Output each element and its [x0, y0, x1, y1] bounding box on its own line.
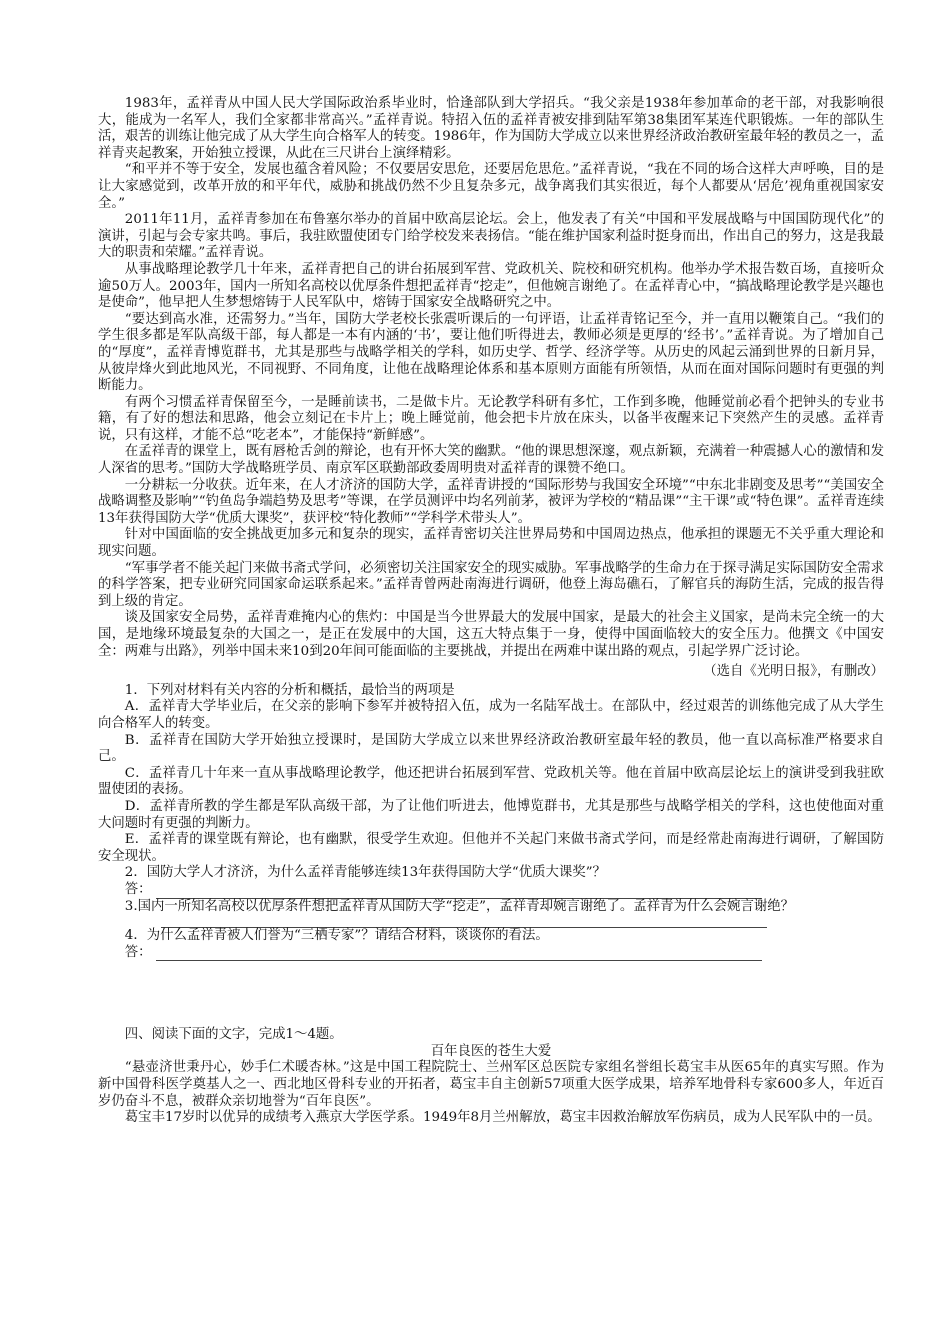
- question-4: 4．为什么孟祥青被人们誉为“三栖专家”？请结合材料，谈谈你的看法。: [124, 928, 549, 944]
- article-paragraph: “和平并不等于安全，发展也蕴含着风险；不仅要居安思危，还要居危思危。”孟祥青说，“我在不同的场合这样大声呼唤，目的是让大家感觉到，改革开放的和平年代，威胁和挑战仍然不少且复杂多元，战争离我们其实很近，每个人都要从‘居危’视角重视国家安全。”: [98, 162, 884, 211]
- answer-rule: [156, 949, 762, 961]
- article-paragraph: “要达到高水准，还需努力。”当年，国防大学老校长张震听课后的一句评语，让孟祥青铭记至今，并一直用以鞭策自己。“我们的学生很多都是军队高级干部，每人都是一本有内涵的‘书’，要让他们听得进去，教师必须是更厚的‘经书’。”孟祥青说。为了增加自己的“厚度”，孟祥青博览群书，尤其是那些与战略学相关的学科，如历史学、哲学、经济学等。从历史的风起云涌到世界的日新月异，从彼岸烽火到此地风光，不同视野、不同角度，让他在战略理论体系和基本原则方面能有所领悟，从而在面对国际问题时有更强的判断能力。: [98, 311, 884, 394]
- document-page: [98, 96, 884, 1127]
- article-paragraph: 葛宝丰17岁时以优异的成绩考入燕京大学医学系。1949年8月兰州解放，葛宝丰因救治解放军伤病员，成为人民军队中的一员。: [124, 1110, 881, 1126]
- answer-label: 答：: [124, 944, 152, 960]
- article-paragraph: 有两个习惯孟祥青保留至今，一是睡前读书，二是做卡片。无论教学科研有多忙，工作到多晚，他睡觉前必看个把钟头的专业书籍，有了好的想法和思路，他会立刻记在卡片上；晚上睡觉前，他会把卡片放在床头，以备半夜醒来记下突然产生的灵感。孟祥青说，只有这样，才能不总“吃老本”，才能保持“新鲜感”。: [98, 394, 884, 443]
- question-3: 3.国内一所知名高校以优厚条件想把孟祥青从国防大学“挖走”，孟祥青却婉言谢绝了。孟祥青为什么会婉言谢绝？: [124, 898, 795, 914]
- option-a: A．孟祥青大学毕业后，在父亲的影响下参军并被特招入伍，成为一名陆军战士。在部队中，经过艰苦的训练他完成了从大学生向合格军人的转变。: [98, 699, 884, 731]
- article-paragraph: “军事学者不能关起门来做书斋式学问，必须密切关注国家安全的现实威胁。军事战略学的生命力在于探寻满足实际国防安全需求的科学答案，把专业研究同国家命运联系起来。”孟祥青曾两赴南海进行调研，他登上海岛礁石，了解官兵的海防生活，完成的报告得到上级的肯定。: [98, 560, 884, 609]
- article-paragraph: 谈及国家安全局势，孟祥青难掩内心的焦灼：中国是当今世界最大的发展中国家，是最大的社会主义国家，是尚未完全统一的大国，是地缘环境最复杂的大国之一，是正在发展中的大国，这五大特点集于一身，使得中国面临较大的安全压力。他撰文《中国安全：两难与出路》，列举中国未来10到20年间可能面临的主要挑战，并提出在两难中谋出路的观点，引起学界广泛讨论。: [98, 610, 884, 659]
- article-paragraph: “悬壶济世秉丹心，妙手仁术暖杏林。”这是中国工程院院士、兰州军区总医院专家组名誉组长葛宝丰从医65年的真实写照。作为新中国骨科医学奠基人之一、西北地区骨科专业的开拓者，葛宝丰自主创新57项重大医学成果，培养军地骨科专家600多人，年近百岁仍奋斗不息，被群众亲切地誉为“百年良医”。: [98, 1060, 884, 1109]
- section-4: [98, 1027, 884, 1127]
- article-paragraph: 2011年11月，孟祥青参加在布鲁塞尔举办的首届中欧高层论坛。会上，他发表了有关“中国和平发展战略与中国国防现代化”的演讲，引起与会专家共鸣。事后，我驻欧盟使团专门给学校发来表扬信。“能在维护国家利益时挺身而出，作出自己的努力，这是我最大的职责和荣耀。”孟祥青说。: [98, 212, 884, 261]
- article-paragraph: 在孟祥青的课堂上，既有唇枪舌剑的辩论，也有开怀大笑的幽默。“他的课思想深邃，观点新颖，充满着一种震撼人心的激情和发人深省的思考。”国防大学战略班学员、南京军区联勤部政委周明贵对孟祥青的课赞不绝口。: [98, 444, 884, 477]
- article-title: 百年良医的苍生大爱: [430, 1043, 552, 1059]
- article-paragraph: 一分耕耘一分收获。近年来，在人才济济的国防大学，孟祥青讲授的“国际形势与我国安全环境”“中东北非剧变及思考”“美国安全战略调整及影响”“钓鱼岛争端趋势及思考”等课，在学员测评中均名列前茅，被评为学校的“精品课”“主干课”或“特色课”。孟祥青连续13年获得国防大学“优质大课奖”，获评校“特化教师”“学科学术带头人”。: [98, 477, 884, 526]
- spacer: [98, 961, 884, 1027]
- article-body: [98, 96, 884, 681]
- questions-block: [98, 683, 884, 962]
- article-paragraph: 从事战略理论教学几十年来，孟祥青把自己的讲台拓展到军营、党政机关、院校和研究机构。他举办学术报告数百场，直接听众逾50万人。2003年，国内一所知名高校以优厚条件想把孟祥青“挖走”，但他婉言谢绝了。在孟祥青心中，“搞战略理论教学是兴趣也是使命”，他早把人生梦想熔铸于人民军队中，熔铸于国家安全战略研究之中。: [98, 261, 884, 311]
- question-1: 1．下列对材料有关内容的分析和概括，最恰当的两项是: [124, 682, 455, 698]
- option-b: B．孟祥青在国防大学开始独立授课时，是国防大学成立以来世界经济政治教研室最年轻的教员，他一直以高标准严格要求自己。: [98, 732, 884, 765]
- article-paragraph: 1983年，孟祥青从中国人民大学国际政治系毕业时，恰逢部队到大学招兵。“我父亲是1938年参加革命的老干部，对我影响很大，能成为一名军人，我们全家都非常高兴。”孟祥青说。特招入伍的孟祥青被安排到陆军第38集团军某连代职锻炼。一年的部队生活，艰苦的训练让他完成了从大学生向合格军人的转变。1986年，作为国防大学成立以来世界经济政治教研室最年轻的教员之一，孟祥青夹起教案，开始独立授课，从此在三尺讲台上演绎精彩。: [98, 96, 884, 161]
- answer-line-q2[interactable]: [125, 882, 884, 899]
- option-c: C．孟祥青几十年来一直从事战略理论教学，他还把讲台拓展到军营、党政机关等。他在首届中欧高层论坛上的演讲受到我驻欧盟使团的表扬。: [98, 765, 884, 798]
- article-paragraph: 针对中国面临的安全挑战更加多元和复杂的现实，孟祥青密切关注世界局势和中国周边热点，他承担的课题无不关乎重大理论和现实问题。: [98, 527, 884, 560]
- answer-line-q3[interactable]: [161, 915, 767, 928]
- answer-label: 答：: [124, 881, 152, 897]
- question-2: 2．国防大学人才济济，为什么孟祥青能够连续13年获得国防大学“优质大课奖”？: [124, 865, 606, 881]
- option-e: E．孟祥青的课堂既有辩论，也有幽默，很受学生欢迎。但他并不关起门来做书斋式学问，而是经常赴南海进行调研，了解国防安全现状。: [98, 832, 884, 864]
- option-d: D．孟祥青所教的学生都是军队高级干部，为了让他们听进去，他博览群书，尤其是那些与战略学相关的学科，这也使他面对重大问题时有更强的判断力。: [98, 798, 884, 831]
- answer-rule: [156, 887, 762, 899]
- article-source: （选自《光明日报》，有删改）: [703, 664, 884, 680]
- section-heading: 四、阅读下面的文字，完成1～4题。: [124, 1027, 343, 1043]
- answer-line-q4[interactable]: [125, 945, 884, 962]
